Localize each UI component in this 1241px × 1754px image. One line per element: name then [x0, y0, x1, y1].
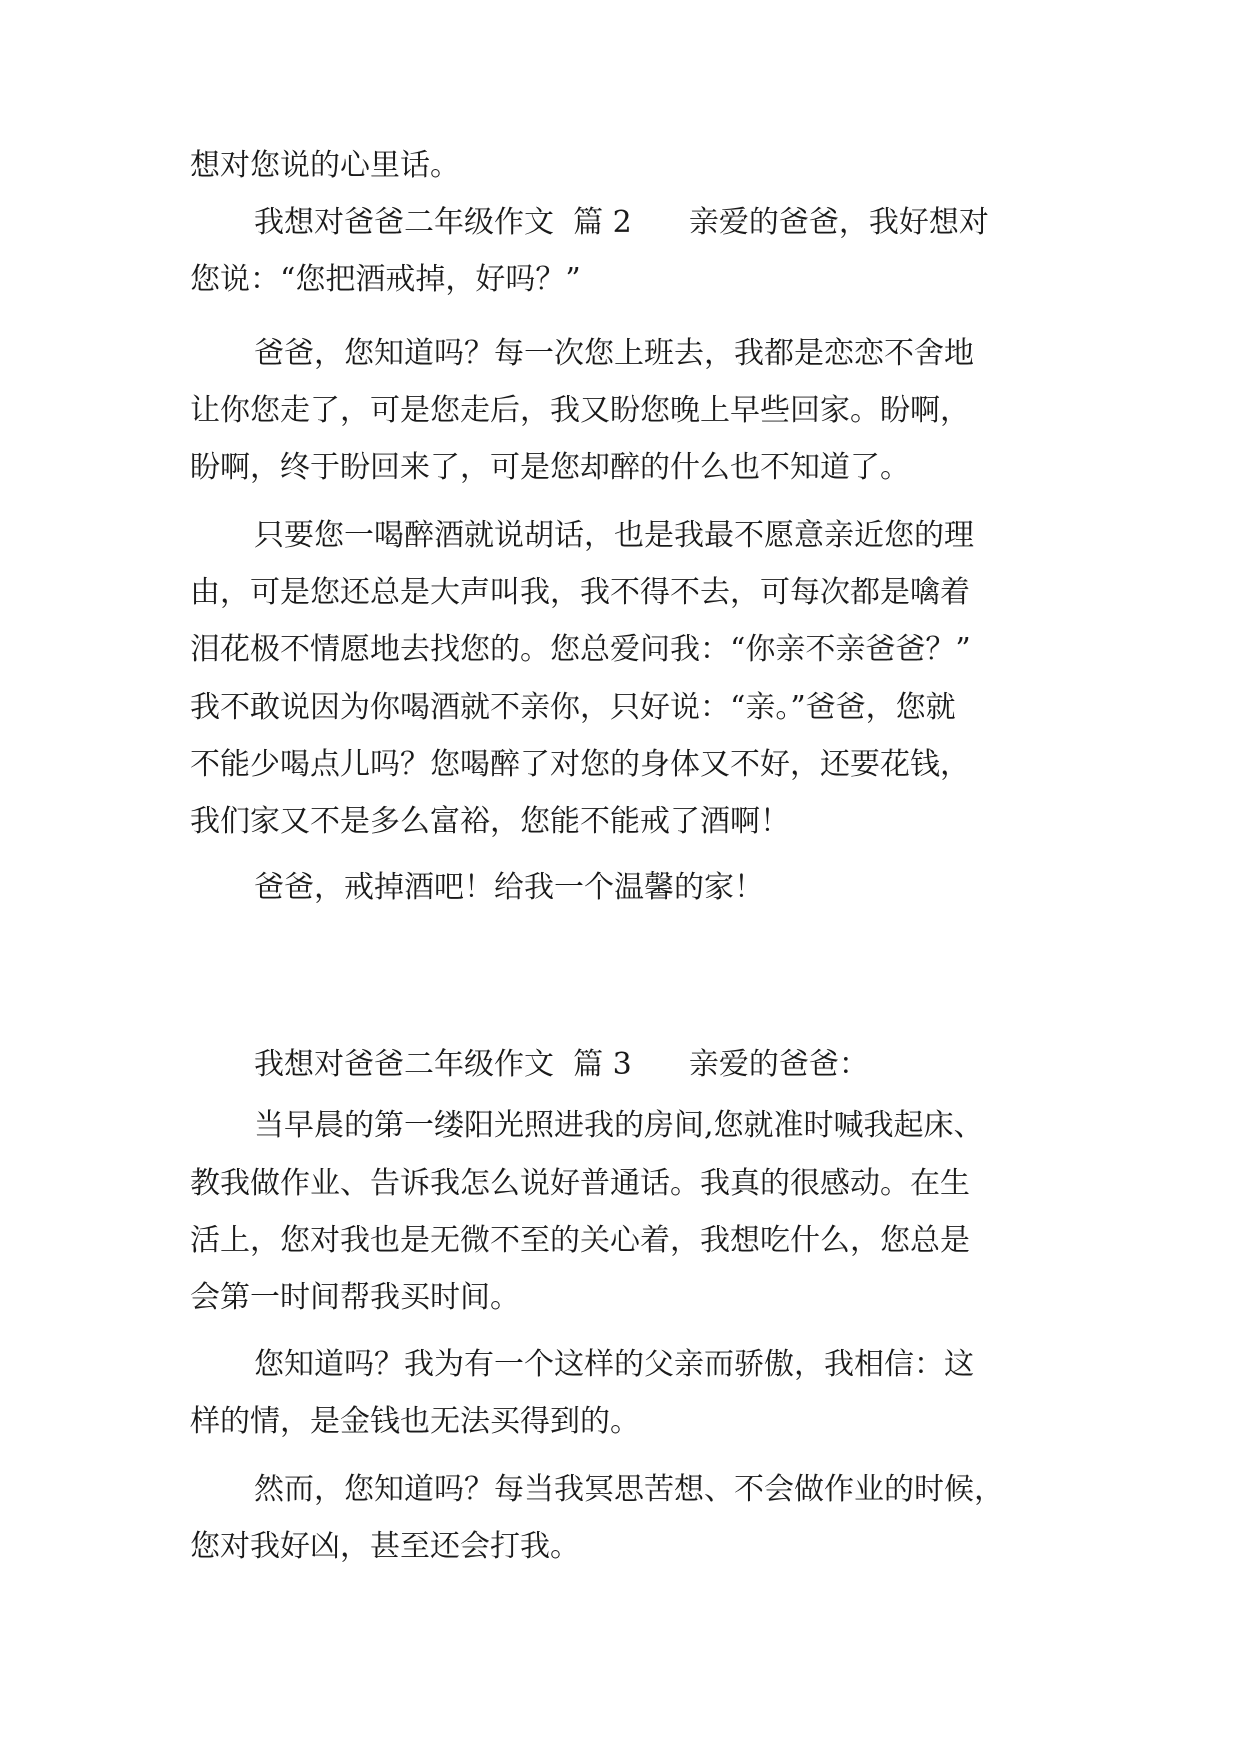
paragraph-start-line: 爸爸，戒掉酒吧！给我一个温馨的家！: [254, 870, 764, 905]
paragraph-start-line: 爸爸，您知道吗？每一次您上班去，我都是恋恋不舍地: [254, 336, 974, 371]
text-line: 样的情，是金钱也无法买得到的。: [190, 1404, 640, 1439]
text-line: 活上，您对我也是无微不至的关心着，我想吃什么，您总是: [190, 1223, 970, 1258]
section-heading-line: 我想对爸爸二年级作文 篇 2 亲爱的爸爸，我好想对: [254, 205, 989, 240]
text-line: 由，可是您还总是大声叫我，我不得不去，可每次都是噙着: [190, 575, 970, 610]
text-line: 让你您走了，可是您走后，我又盼您晚上早些回家。盼啊，: [190, 393, 970, 428]
text-line: 我们家又不是多么富裕，您能不能戒了酒啊！: [190, 804, 790, 839]
text-line: 我不敢说因为你喝酒就不亲你，只好说：“亲。”爸爸，您就: [190, 690, 956, 725]
text-line: 您对我好凶，甚至还会打我。: [190, 1529, 580, 1564]
paragraph-start-line: 只要您一喝醉酒就说胡话，也是我最不愿意亲近您的理: [254, 518, 974, 553]
text-line: 教我做作业、告诉我怎么说好普通话。我真的很感动。在生: [190, 1166, 970, 1201]
section-heading-line: 我想对爸爸二年级作文 篇 3 亲爱的爸爸：: [254, 1047, 869, 1082]
text-line: 想对您说的心里话。: [190, 148, 460, 183]
text-line: 泪花极不情愿地去找您的。您总爱问我：“你亲不亲爸爸？”: [190, 632, 971, 667]
paragraph-start-line: 然而，您知道吗？每当我冥思苦想、不会做作业的时候，: [254, 1472, 1004, 1507]
text-line: 不能少喝点儿吗？您喝醉了对您的身体又不好，还要花钱，: [190, 747, 970, 782]
paragraph-start-line: 当早晨的第一缕阳光照进我的房间,您就准时喊我起床、: [254, 1108, 984, 1143]
text-line: 您说：“您把酒戒掉，好吗？”: [190, 262, 581, 297]
text-line: 会第一时间帮我买时间。: [190, 1280, 520, 1315]
text-line: 盼啊，终于盼回来了，可是您却醉的什么也不知道了。: [190, 450, 910, 485]
paragraph-start-line: 您知道吗？我为有一个这样的父亲而骄傲，我相信：这: [254, 1347, 974, 1382]
